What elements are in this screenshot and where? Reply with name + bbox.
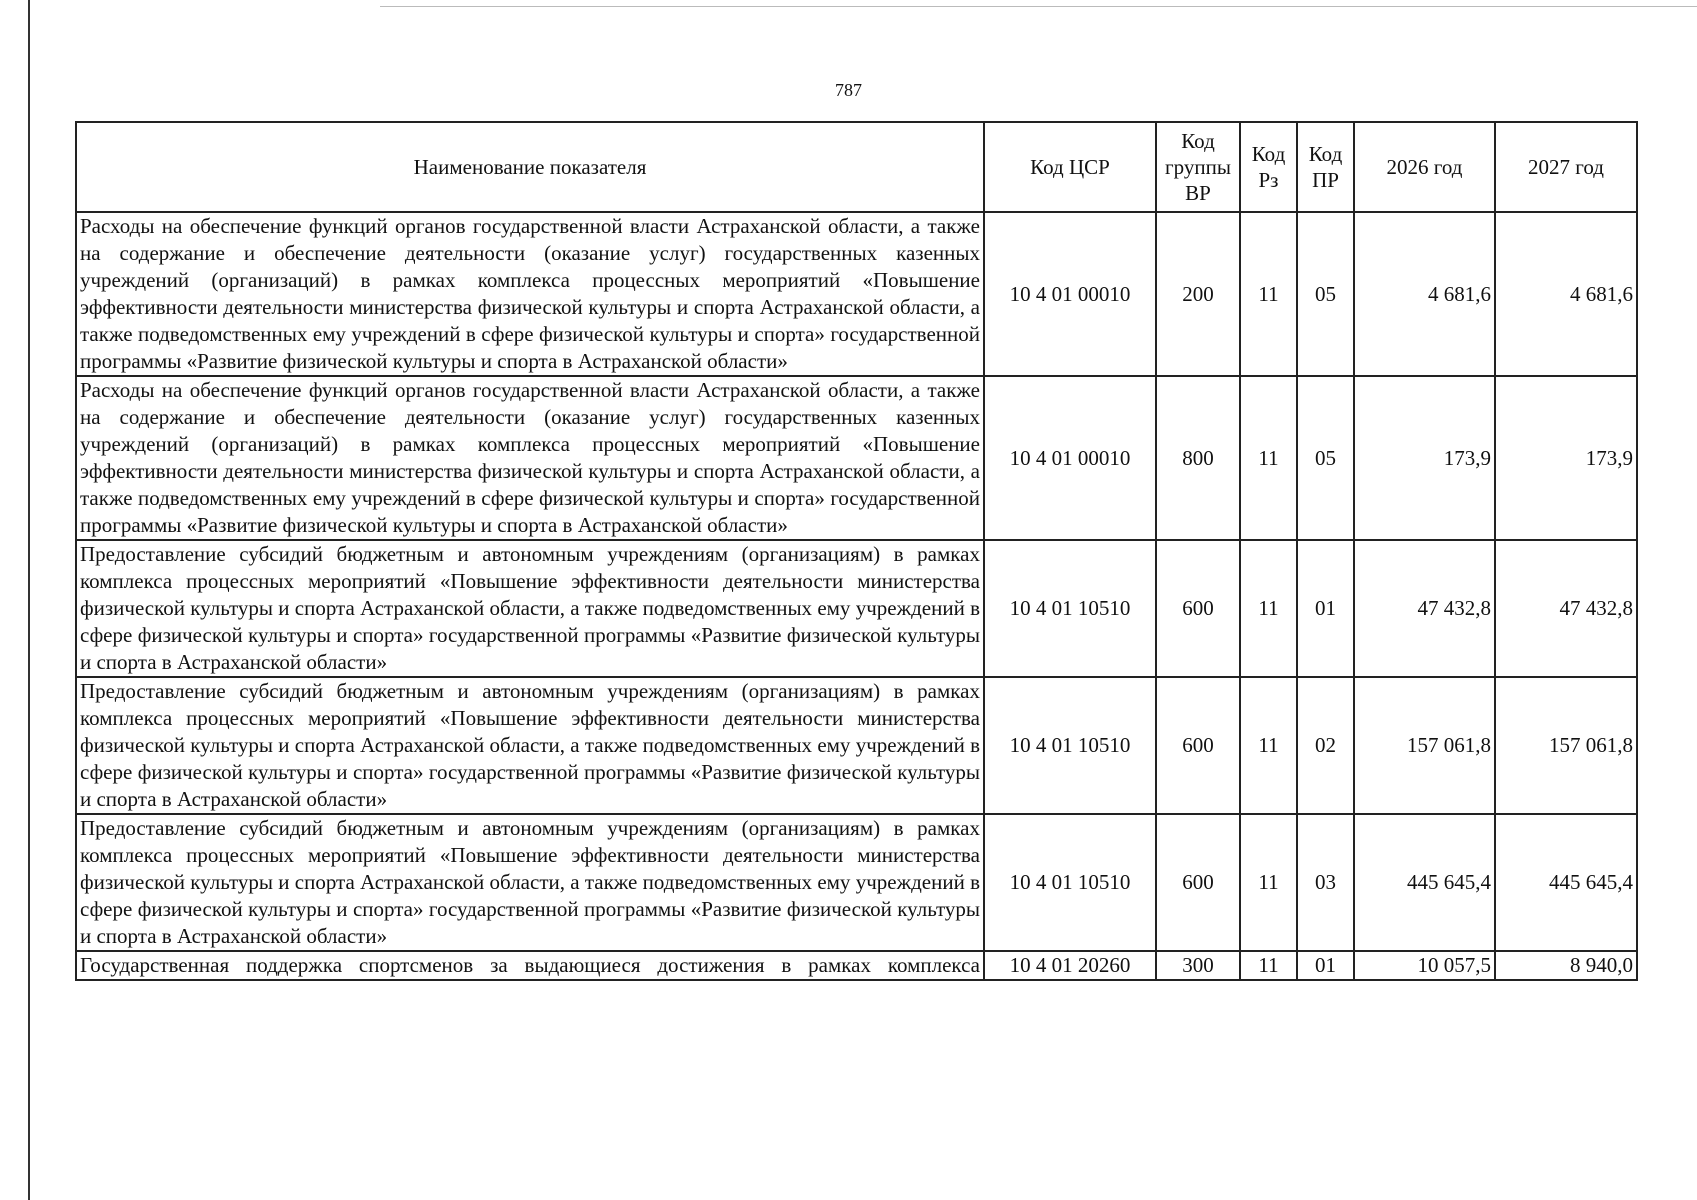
top-edge-line xyxy=(380,6,1697,7)
row-pr: 01 xyxy=(1297,540,1354,677)
row-csr: 10 4 01 10510 xyxy=(984,677,1156,814)
row-rz: 11 xyxy=(1240,212,1297,376)
column-header-pr: Код ПР xyxy=(1297,122,1354,212)
row-pr: 02 xyxy=(1297,677,1354,814)
left-margin-line xyxy=(28,0,30,1200)
row-2026: 173,9 xyxy=(1354,376,1495,540)
table-row xyxy=(76,212,1637,376)
row-2026: 10 057,5 xyxy=(1354,951,1495,980)
row-pr: 05 xyxy=(1297,376,1354,540)
table-row xyxy=(76,951,1637,980)
row-name: Предоставление субсидий бюджетным и автономным учреждениям (организациям) в рамках комплекса процессных мероприятий «Повышение эффективности деятельности министерства физической культуры и спорта Астраханской области, а также подведомственных ему учреждений в сфере физической культуры и спорта» государственной программы «Развитие физической культуры и спорта в Астраханской области» xyxy=(76,540,984,677)
column-header-name: Наименование показателя xyxy=(76,122,984,212)
row-vr: 800 xyxy=(1156,376,1240,540)
row-2027: 4 681,6 xyxy=(1495,212,1637,376)
row-csr: 10 4 01 10510 xyxy=(984,814,1156,951)
row-rz: 11 xyxy=(1240,814,1297,951)
page-number: 787 xyxy=(835,80,862,100)
row-2026: 445 645,4 xyxy=(1354,814,1495,951)
row-vr: 600 xyxy=(1156,540,1240,677)
row-vr: 300 xyxy=(1156,951,1240,980)
row-csr: 10 4 01 00010 xyxy=(984,376,1156,540)
row-vr: 600 xyxy=(1156,677,1240,814)
row-csr: 10 4 01 10510 xyxy=(984,540,1156,677)
row-name: Предоставление субсидий бюджетным и автономным учреждениям (организациям) в рамках комплекса процессных мероприятий «Повышение эффективности деятельности министерства физической культуры и спорта Астраханской области, а также подведомственных ему учреждений в сфере физической культуры и спорта» государственной программы «Развитие физической культуры и спорта в Астраханской области» xyxy=(76,677,984,814)
row-2026: 4 681,6 xyxy=(1354,212,1495,376)
row-rz: 11 xyxy=(1240,951,1297,980)
row-rz: 11 xyxy=(1240,376,1297,540)
row-csr: 10 4 01 00010 xyxy=(984,212,1156,376)
row-2027: 47 432,8 xyxy=(1495,540,1637,677)
row-pr: 01 xyxy=(1297,951,1354,980)
column-header-2026: 2026 год xyxy=(1354,122,1495,212)
row-pr: 03 xyxy=(1297,814,1354,951)
row-pr: 05 xyxy=(1297,212,1354,376)
table-row xyxy=(76,376,1637,540)
row-vr: 200 xyxy=(1156,212,1240,376)
row-csr: 10 4 01 20260 xyxy=(984,951,1156,980)
row-name: Государственная поддержка спортсменов за выдающиеся достижения в рамках комплекса xyxy=(76,951,984,980)
row-name: Расходы на обеспечение функций органов государственной власти Астраханской области, а также на содержание и обеспечение деятельности (оказание услуг) государственных казенных учреждений (организаций) в рамках комплекса процессных мероприятий «Повышение эффективности деятельности министерства физической культуры и спорта Астраханской области, а также подведомственных ему учреждений в сфере физической культуры и спорта» государственной программы «Развитие физической культуры и спорта в Астраханской области» xyxy=(76,212,984,376)
table-row xyxy=(76,540,1637,677)
row-name: Предоставление субсидий бюджетным и автономным учреждениям (организациям) в рамках комплекса процессных мероприятий «Повышение эффективности деятельности министерства физической культуры и спорта Астраханской области, а также подведомственных ему учреждений в сфере физической культуры и спорта» государственной программы «Развитие физической культуры и спорта в Астраханской области» xyxy=(76,814,984,951)
row-rz: 11 xyxy=(1240,540,1297,677)
column-header-2027: 2027 год xyxy=(1495,122,1637,212)
row-2027: 8 940,0 xyxy=(1495,951,1637,980)
budget-table xyxy=(75,121,1638,981)
row-2027: 157 061,8 xyxy=(1495,677,1637,814)
row-2026: 47 432,8 xyxy=(1354,540,1495,677)
column-header-csr: Код ЦСР xyxy=(984,122,1156,212)
row-name: Расходы на обеспечение функций органов государственной власти Астраханской области, а также на содержание и обеспечение деятельности (оказание услуг) государственных казенных учреждений (организаций) в рамках комплекса процессных мероприятий «Повышение эффективности деятельности министерства физической культуры и спорта Астраханской области, а также подведомственных ему учреждений в сфере физической культуры и спорта» государственной программы «Развитие физической культуры и спорта в Астраханской области» xyxy=(76,376,984,540)
table-row xyxy=(76,677,1637,814)
row-2026: 157 061,8 xyxy=(1354,677,1495,814)
column-header-rz: Код Рз xyxy=(1240,122,1297,212)
header-row xyxy=(76,122,1637,212)
row-2027: 445 645,4 xyxy=(1495,814,1637,951)
row-vr: 600 xyxy=(1156,814,1240,951)
table-row xyxy=(76,814,1637,951)
row-rz: 11 xyxy=(1240,677,1297,814)
column-header-vr: Код группы ВР xyxy=(1156,122,1240,212)
row-2027: 173,9 xyxy=(1495,376,1637,540)
